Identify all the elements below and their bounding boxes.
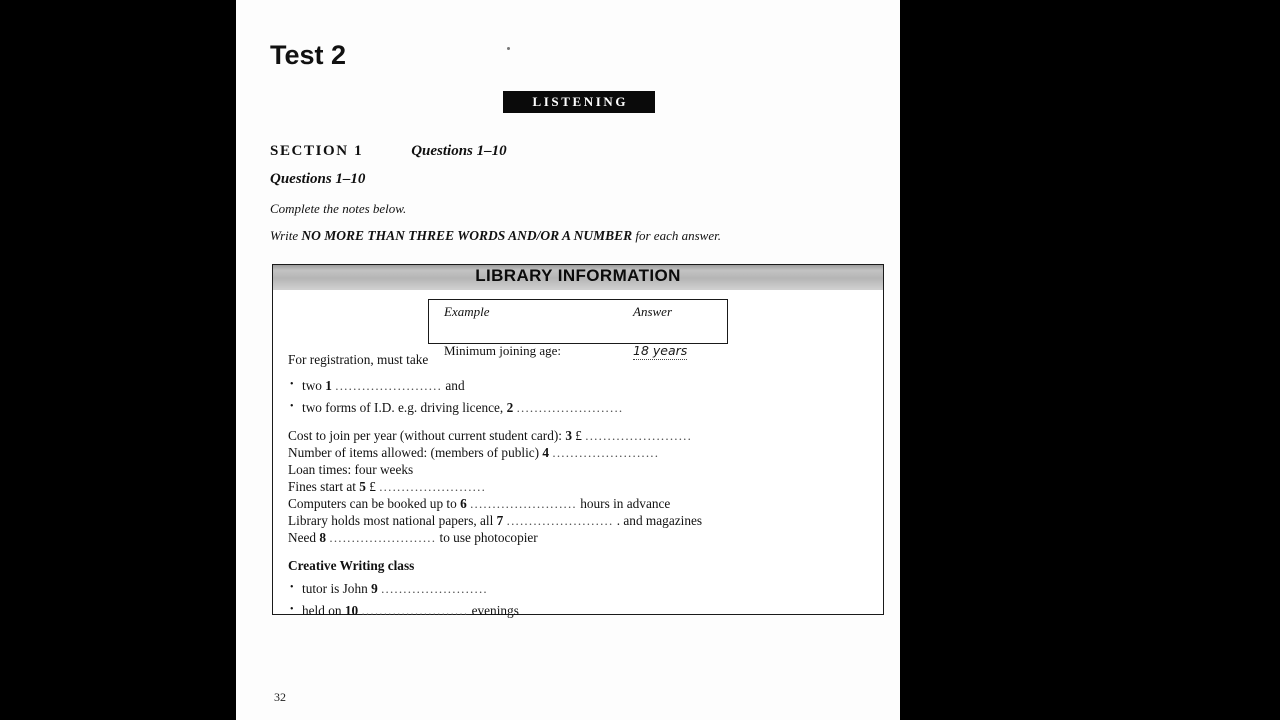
statement-6-text-after: hours in advance bbox=[576, 496, 671, 511]
scan-speck bbox=[507, 47, 510, 50]
answer-label: Answer bbox=[633, 304, 672, 319]
example-answer-table bbox=[428, 299, 728, 358]
answer-blank-7[interactable]: ........................ bbox=[506, 513, 614, 528]
answer-blank-4[interactable]: ........................ bbox=[552, 445, 660, 460]
instruction-word-limit bbox=[270, 228, 721, 244]
page-number: 32 bbox=[274, 690, 286, 704]
example-answer-handwriting: 18 years bbox=[633, 343, 688, 358]
question-number-9: 9 bbox=[371, 581, 378, 596]
example-prompt: Minimum joining age: bbox=[444, 343, 561, 358]
box-header-title: LIBRARY INFORMATION bbox=[475, 266, 681, 285]
question-number-3: 3 bbox=[565, 428, 572, 443]
question-number-4: 4 bbox=[542, 445, 550, 460]
section-heading-row bbox=[270, 142, 830, 160]
instruction-write-suffix: for each answer. bbox=[632, 228, 721, 243]
bullet-1-text-after: and bbox=[442, 378, 465, 393]
notes-content bbox=[288, 351, 873, 624]
list-item bbox=[288, 580, 873, 597]
statement-line bbox=[288, 461, 873, 478]
question-number-10: 10 bbox=[344, 603, 359, 618]
question-number-7: 7 bbox=[496, 513, 504, 528]
creative-writing-heading: Creative Writing class bbox=[288, 558, 415, 573]
instruction-complete-notes: Complete the notes below. bbox=[270, 201, 407, 216]
statement-6-text-before: Computers can be booked up to bbox=[288, 496, 461, 511]
example-value-row bbox=[429, 321, 727, 358]
answer-blank-9[interactable]: ........................ bbox=[381, 581, 488, 596]
questions-heading: Questions 1–10 bbox=[270, 171, 366, 187]
statement-5-text-before: Fines start at bbox=[288, 479, 360, 494]
instruction-write-prefix: Write bbox=[270, 228, 302, 243]
question-number-1: 1 bbox=[325, 378, 332, 393]
section-label: SECTION 1 bbox=[270, 143, 364, 159]
spacer bbox=[288, 546, 873, 557]
bullet-1-text-before: two bbox=[302, 378, 326, 393]
answer-blank-5[interactable]: ........................ bbox=[379, 479, 487, 494]
statement-line bbox=[288, 512, 873, 529]
box-header-band bbox=[273, 265, 883, 290]
statement-3-text-mid: £ bbox=[571, 428, 586, 443]
answer-blank-2[interactable]: ........................ bbox=[516, 400, 624, 415]
scanned-page bbox=[236, 0, 900, 720]
question-number-6: 6 bbox=[460, 496, 467, 511]
statement-line bbox=[288, 427, 873, 444]
question-number-5: 5 bbox=[359, 479, 366, 494]
answer-blank-10[interactable]: ........................ bbox=[361, 603, 469, 618]
statement-line bbox=[288, 478, 873, 495]
statement-8-text-after: to use photocopier bbox=[436, 530, 538, 545]
example-header-row bbox=[429, 300, 727, 321]
statement-5-text-mid: £ bbox=[365, 479, 380, 494]
bullet-2-text-before: two forms of I.D. e.g. driving licence, bbox=[302, 400, 507, 415]
bullet-9-text-before: tutor is John bbox=[302, 581, 372, 596]
bullet-10-text-after: evenings bbox=[468, 603, 519, 618]
question-number-8: 8 bbox=[319, 530, 327, 545]
statement-line bbox=[288, 529, 873, 546]
registration-lead-line: For registration, must take bbox=[288, 352, 429, 367]
statement-4-text-before: Number of items allowed: (members of public) bbox=[288, 445, 543, 460]
section-questions-range: Questions 1–10 bbox=[411, 143, 507, 159]
answer-blank-6[interactable]: ........................ bbox=[470, 496, 577, 511]
list-item bbox=[288, 602, 873, 619]
example-label: Example bbox=[444, 304, 490, 319]
page-title: Test 2 bbox=[270, 40, 347, 70]
answer-blank-1[interactable]: ........................ bbox=[335, 378, 443, 393]
statement-8-text-before: Need bbox=[288, 530, 320, 545]
list-item bbox=[288, 377, 873, 394]
statement-7-text-after: . and magazines bbox=[613, 513, 703, 528]
library-information-box bbox=[272, 264, 884, 618]
statement-line bbox=[288, 495, 873, 512]
statement-7-text-before: Library holds most national papers, all bbox=[288, 513, 497, 528]
question-number-2: 2 bbox=[506, 400, 514, 415]
instruction-word-limit-emphasis: NO MORE THAN THREE WORDS AND/OR A NUMBER bbox=[301, 228, 633, 243]
statement-line bbox=[288, 444, 873, 461]
list-item bbox=[288, 399, 873, 416]
statement-3-text-before: Cost to join per year (without current student card): bbox=[288, 428, 566, 443]
answer-blank-8[interactable]: ........................ bbox=[329, 530, 437, 545]
answer-blank-3[interactable]: ........................ bbox=[585, 428, 693, 443]
bullet-10-text-before: held on bbox=[302, 603, 345, 618]
statement-loan-times: Loan times: four weeks bbox=[288, 462, 414, 477]
listening-banner: LISTENING bbox=[503, 91, 655, 113]
